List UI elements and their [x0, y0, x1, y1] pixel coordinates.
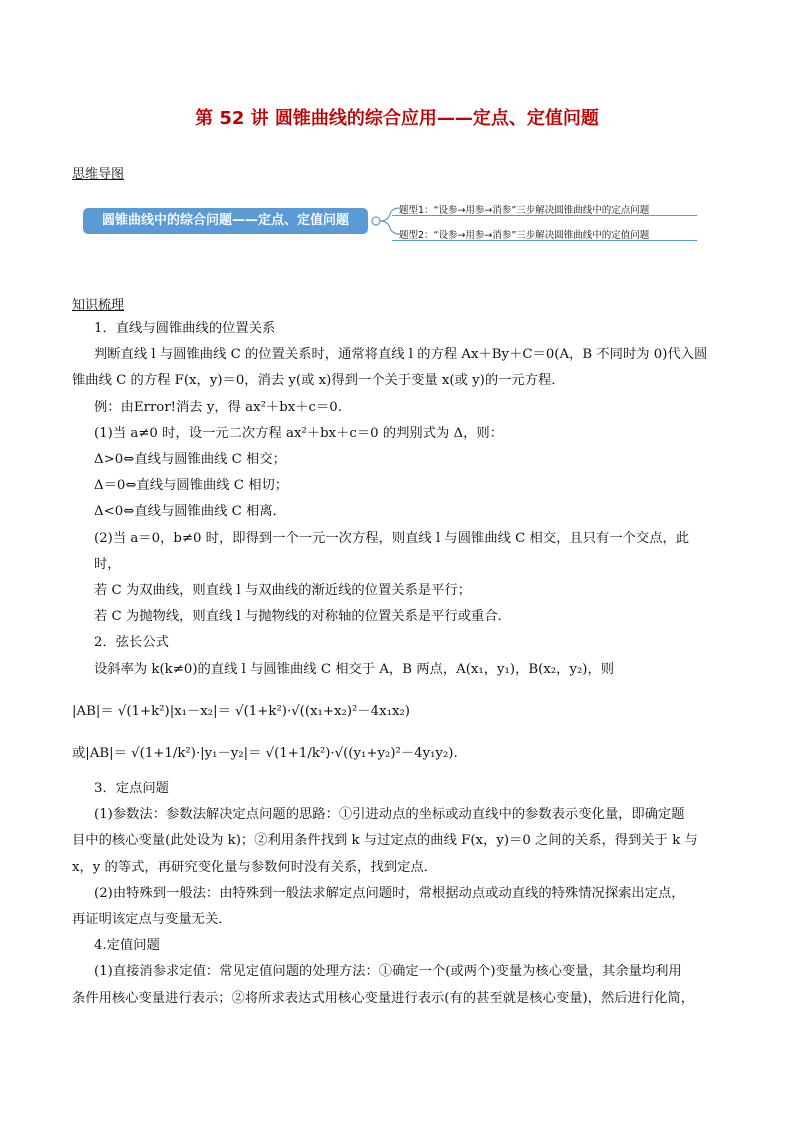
text-line: (1)参数法：参数法解决定点问题的思路：①引进动点的坐标或动直线中的参数表示变化量，即确定题: [94, 807, 685, 823]
text-line: (1)当 a≠0 时，设一元二次方程 ax²＋bx＋c＝0 的判别式为 Δ，则：: [94, 425, 504, 441]
text-line: 锥曲线 C 的方程 F(x，y)＝0，消去 y(或 x)得到一个关于变量 x(或 y)的一元方程．: [72, 373, 565, 389]
text-line: Δ>0⇔直线与圆锥曲线 C 相交；: [94, 452, 286, 468]
text-line: 若 C 为双曲线，则直线 l 与双曲线的渐近线的位置关系是平行；: [94, 583, 472, 599]
mindmap-underline-1: [392, 215, 697, 216]
text-line: 1．直线与圆锥曲线的位置关系: [94, 321, 276, 336]
text-line: 设斜率为 k(k≠0)的直线 l 与圆锥曲线 C 相交于 A，B 两点，A(x₁，y₁)，B(x₂，y₂)，则: [94, 661, 615, 677]
knowledge-heading: 知识梳理: [72, 298, 125, 313]
text-line: (2)当 a＝0，b≠0 时，即得到一个一元一次方程，则直线 l 与圆锥曲线 C 相交，且只有一个交点，此: [94, 530, 690, 546]
text-line: 2．弦长公式: [94, 635, 169, 651]
text-line: 3．定点问题: [94, 781, 169, 796]
text-line: 例：由Error!消去 y，得 ax²＋bx＋c＝0.: [94, 399, 342, 415]
mindmap-branch-1: 题型1：“设参→用参→消参”三步解决圆锥曲线中的定点问题: [399, 205, 650, 216]
text-line: Δ＝0⇔直线与圆锥曲线 C 相切；: [94, 478, 289, 494]
text-line: 4.定值问题: [94, 938, 160, 954]
formula-prefix: 或|AB|＝: [72, 746, 127, 761]
text-line: x，y 的等式，再研究变化量与参数何时没有关系，找到定点．: [72, 859, 437, 875]
formula-body: √(1+1/k²)·|y₁－y₂|＝ √(1+1/k²)·√((y₁+y₂)²－4y₁y₂).: [131, 746, 458, 761]
text-line: 目中的核心变量(此处设为 k)；②利用条件找到 k 与过定点的曲线 F(x，y)＝0 之间的关系，得到关于 k 与: [72, 833, 698, 849]
chord-formula-1: |AB|＝ √(1+k²)|x₁－x₂|＝ √(1+k²)·√((x₁+x₂)²－4x₁x₂): [72, 704, 410, 719]
text-line: 再证明该定点与变量无关．: [72, 912, 232, 928]
text-line: (1)直接消参求定值：常见定值问题的处理方法：①确定一个(或两个)变量为核心变量，其余量均利用: [94, 964, 682, 980]
mindmap-branch-2: 题型2：“设参→用参→消参”三步解决圆锥曲线中的定值问题: [399, 230, 650, 241]
text-line: 条件用核心变量进行表示；②将所求表达式用核心变量进行表示(有的甚至就是核心变量)，然后进行化简，: [72, 990, 695, 1006]
knowledge-body-part1: [72, 316, 732, 683]
mindmap-underline-2: [392, 240, 697, 241]
text-line: 若 C 为抛物线，则直线 l 与抛物线的对称轴的位置关系是平行或重合．: [94, 609, 511, 625]
knowledge-body-part2: [72, 776, 732, 1012]
chord-formula-2: [72, 742, 458, 761]
page-title: 第 52 讲 圆锥曲线的综合应用——定点、定值问题: [195, 108, 599, 129]
mindmap-root: 圆锥曲线中的综合问题——定点、定值问题: [83, 208, 368, 234]
text-line: 时，: [94, 556, 121, 572]
mindmap-heading: 思维导图: [72, 167, 125, 182]
text-line: (2)由特殊到一般法：由特殊到一般法求解定点问题时，常根据动点或动直线的特殊情况探索出定点，: [94, 885, 685, 901]
text-line: 判断直线 l 与圆锥曲线 C 的位置关系时，通常将直线 l 的方程 Ax＋By＋C＝0(A，B 不同时为 0)代入圆: [94, 347, 708, 363]
text-line: Δ<0⇔直线与圆锥曲线 C 相离．: [94, 504, 286, 520]
